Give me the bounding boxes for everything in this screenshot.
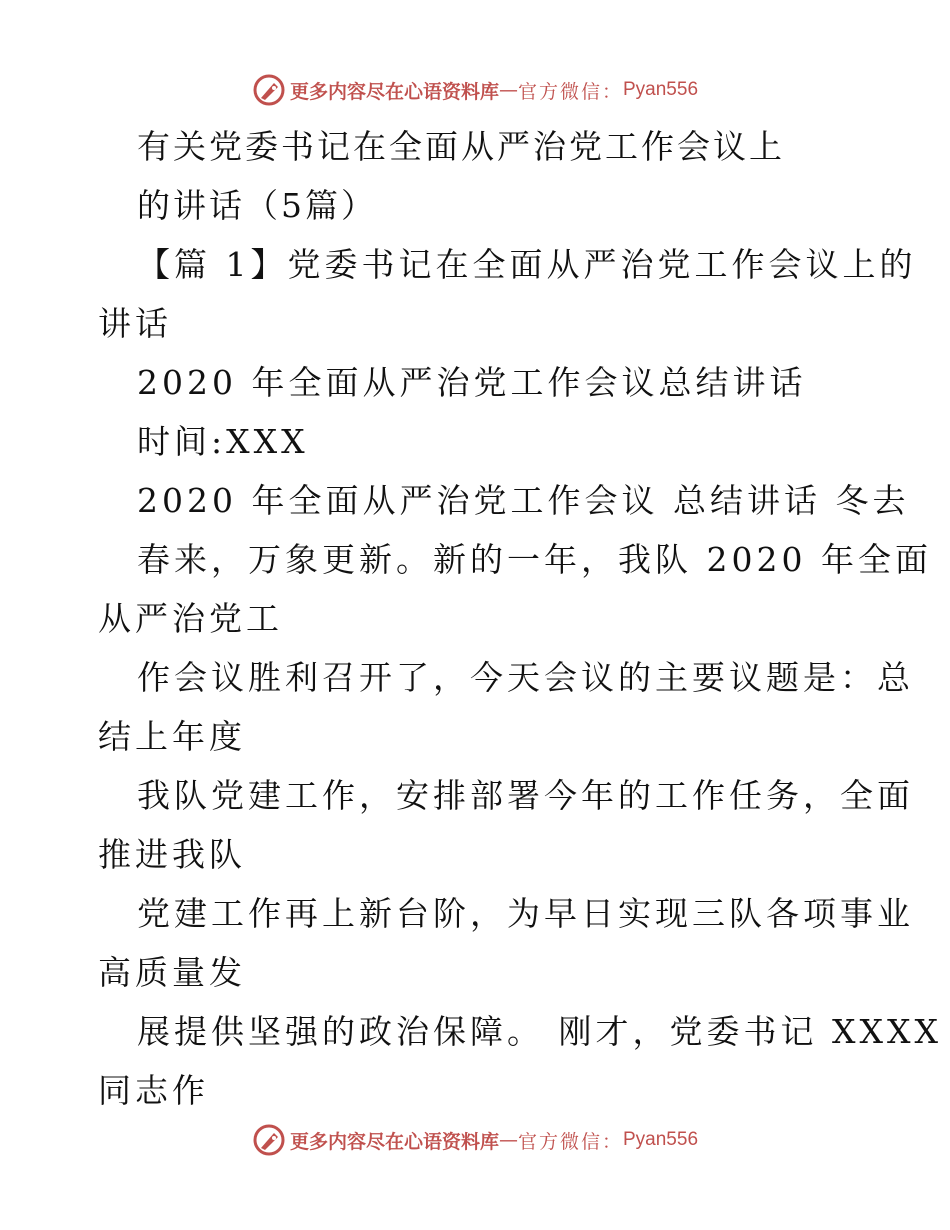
doc-title-line-1: 有关党委书记在全面从严治党工作会议上 <box>137 127 785 166</box>
watermark-wechat-id: Pyan556 <box>623 79 699 100</box>
doc-section-heading: 【篇 1】党委书记在全面从严治党工作会议上的 <box>137 245 917 284</box>
doc-text-line: 高质量发 <box>98 953 246 992</box>
watermark-main-text: 更多内容尽在心语资料库 <box>289 1130 499 1153</box>
doc-text-line: 党建工作再上新台阶，为早日实现三队各项事业 <box>137 894 914 933</box>
doc-title-line-2: 的讲话（5篇） <box>137 186 377 225</box>
watermark-main-text: 更多内容尽在心语资料库 <box>289 80 499 103</box>
doc-text-line: 展提供坚强的政治保障。 刚才，党委书记 XXXX <box>137 1012 942 1051</box>
watermark-dash: — <box>498 1129 518 1151</box>
doc-text-line: 2020 年全面从严治党工作会议总结讲话 <box>137 363 807 402</box>
doc-text-line: 结上年度 <box>98 717 246 756</box>
doc-text-line: 我队党建工作，安排部署今年的工作任务，全面 <box>137 776 914 815</box>
doc-text-line: 春来，万象更新。新的一年，我队 2020 年全面 <box>137 540 932 579</box>
footer-watermark <box>0 1120 950 1160</box>
doc-text-line: 同志作 <box>98 1071 209 1110</box>
doc-text-line: 时间:XXX <box>137 422 309 461</box>
watermark-sub-text: 官方微信： <box>517 1130 623 1153</box>
watermark-dash: — <box>498 79 518 101</box>
watermark-sub-text: 官方微信： <box>517 80 623 103</box>
doc-text-line: 作会议胜利召开了，今天会议的主要议题是：总 <box>137 658 914 697</box>
doc-text-line: 从严治党工 <box>98 599 283 638</box>
doc-text-line: 讲话 <box>98 304 172 343</box>
watermark-wechat-id: Pyan556 <box>623 1129 699 1150</box>
pen-nib-circle-icon <box>252 1123 286 1157</box>
doc-text-line: 推进我队 <box>98 835 246 874</box>
doc-text-line: 2020 年全面从严治党工作会议 总结讲话 冬去 <box>137 481 910 520</box>
